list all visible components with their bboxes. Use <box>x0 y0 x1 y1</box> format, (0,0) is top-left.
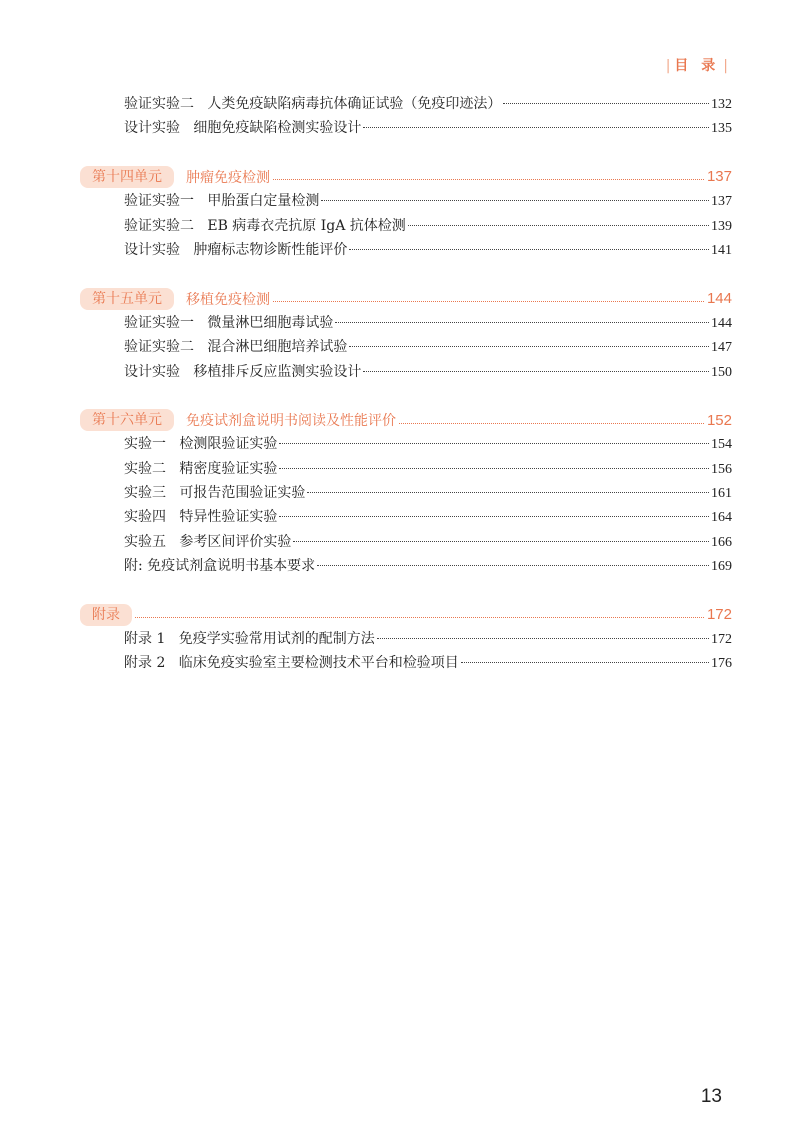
toc-entry-label: 附录 1 免疫学实验常用试剂的配制方法 <box>124 631 375 648</box>
dot-leader <box>363 371 709 372</box>
toc-entry-label: 实验五 参考区间评价实验 <box>124 533 292 550</box>
dot-leader <box>279 516 709 517</box>
toc-entry-page: 132 <box>711 97 732 112</box>
toc-entry-page: 164 <box>711 510 732 526</box>
toc-entry-page: 147 <box>711 340 732 356</box>
toc-entry[interactable] <box>80 335 732 359</box>
unit-tag <box>80 166 174 188</box>
toc-entry-label: 验证实验一 甲胎蛋白定量检测 <box>124 193 320 210</box>
toc-entry[interactable] <box>80 92 732 116</box>
toc-entry-label: 附录 2 临床免疫实验室主要检测技术平台和检验项目 <box>124 655 459 672</box>
toc-entry-label: 设计实验 移植排斥反应监测实验设计 <box>124 363 362 380</box>
dot-leader <box>307 492 709 493</box>
toc-entry-page: 161 <box>711 486 732 502</box>
dot-leader <box>293 541 709 542</box>
toc-entry[interactable] <box>80 214 732 238</box>
toc-entry-label: 实验二 精密度验证实验 <box>124 460 278 477</box>
toc-entry[interactable] <box>80 360 732 384</box>
unit-number: 附录 <box>92 606 120 623</box>
toc-entry-page: 169 <box>711 559 732 575</box>
unit-tag <box>80 288 174 310</box>
unit-title: 肿瘤免疫检测 <box>186 169 270 186</box>
toc-entry-page: 135 <box>711 121 732 137</box>
toc-entry[interactable] <box>80 457 732 481</box>
toc-entry[interactable] <box>80 651 732 675</box>
toc-entry-label: 设计实验 肿瘤标志物诊断性能评价 <box>124 241 348 258</box>
table-of-contents <box>80 92 732 676</box>
dot-leader <box>349 346 709 347</box>
toc-entry-page: 139 <box>711 218 732 234</box>
unit-page: 172 <box>706 606 732 624</box>
dot-leader <box>363 127 709 128</box>
unit-tag <box>80 604 132 626</box>
dot-leader <box>279 468 709 469</box>
toc-entry-page: 172 <box>711 632 732 648</box>
unit-heading-15[interactable] <box>80 286 732 310</box>
unit-title: 移植免疫检测 <box>186 291 270 308</box>
toc-entry[interactable] <box>80 116 732 140</box>
toc-entry[interactable] <box>80 554 732 578</box>
toc-entry-label: 附: 免疫试剂盒说明书基本要求 <box>124 558 316 575</box>
unit-title: 免疫试剂盒说明书阅读及性能评价 <box>186 413 396 430</box>
dot-leader <box>461 662 709 663</box>
header-label: 目 录 <box>674 58 720 74</box>
dot-leader <box>279 443 709 444</box>
toc-entry-page: 141 <box>711 242 732 258</box>
toc-entry-label: 设计实验 细胞免疫缺陷检测实验设计 <box>124 120 362 137</box>
unit-number: 第十五单元 <box>92 290 162 307</box>
dot-leader <box>135 617 704 618</box>
unit-page: 137 <box>706 168 732 186</box>
unit-page: 152 <box>706 411 732 429</box>
toc-entry-label: 实验三 可报告范围验证实验 <box>124 485 306 502</box>
dot-leader <box>399 423 704 424</box>
toc-entry-page: 137 <box>711 194 732 210</box>
header-bar-right: | <box>723 58 728 74</box>
toc-entry[interactable] <box>80 505 732 529</box>
toc-entry[interactable] <box>80 311 732 335</box>
dot-leader <box>321 200 709 201</box>
toc-entry-page: 150 <box>711 364 732 380</box>
unit-page: 144 <box>706 290 732 308</box>
toc-entry[interactable] <box>80 530 732 554</box>
unit-heading-16[interactable] <box>80 408 732 432</box>
toc-entry-label: 验证实验二 混合淋巴细胞培养试验 <box>124 339 348 356</box>
toc-entry[interactable] <box>80 432 732 456</box>
dot-leader <box>349 249 709 250</box>
header-bar-left: | <box>665 58 671 74</box>
toc-entry-label: 实验四 特异性验证实验 <box>124 509 278 526</box>
dot-leader <box>273 301 704 302</box>
unit-number: 第十六单元 <box>92 412 162 429</box>
toc-entry[interactable] <box>80 238 732 262</box>
toc-entry-label: 验证实验一 微量淋巴细胞毒试验 <box>124 314 334 331</box>
toc-entry-label: 实验一 检测限验证实验 <box>124 436 278 453</box>
unit-heading-appendix[interactable] <box>80 603 732 627</box>
unit-number: 第十四单元 <box>92 168 162 185</box>
dot-leader <box>317 565 709 566</box>
unit-heading-14[interactable] <box>80 165 732 189</box>
toc-entry-label: 验证实验二 人类免疫缺陷病毒抗体确证试验（免疫印迹法） <box>124 96 502 112</box>
toc-entry[interactable] <box>80 627 732 651</box>
unit-tag <box>80 409 174 431</box>
toc-entry-page: 154 <box>711 437 732 453</box>
toc-entry[interactable] <box>80 481 732 505</box>
dot-leader <box>503 103 709 104</box>
toc-entry-page: 166 <box>711 534 732 550</box>
toc-entry-page: 156 <box>711 461 732 477</box>
running-header <box>662 55 732 75</box>
toc-entry-page: 144 <box>711 315 732 331</box>
dot-leader <box>335 322 709 323</box>
dot-leader <box>408 225 709 226</box>
dot-leader <box>377 638 709 639</box>
toc-entry[interactable] <box>80 189 732 213</box>
dot-leader <box>273 179 704 180</box>
toc-entry-label: 验证实验二 EB 病毒衣壳抗原 IgA 抗体检测 <box>124 217 406 234</box>
page-number: 13 <box>700 1086 722 1107</box>
toc-entry-page: 176 <box>711 656 732 672</box>
